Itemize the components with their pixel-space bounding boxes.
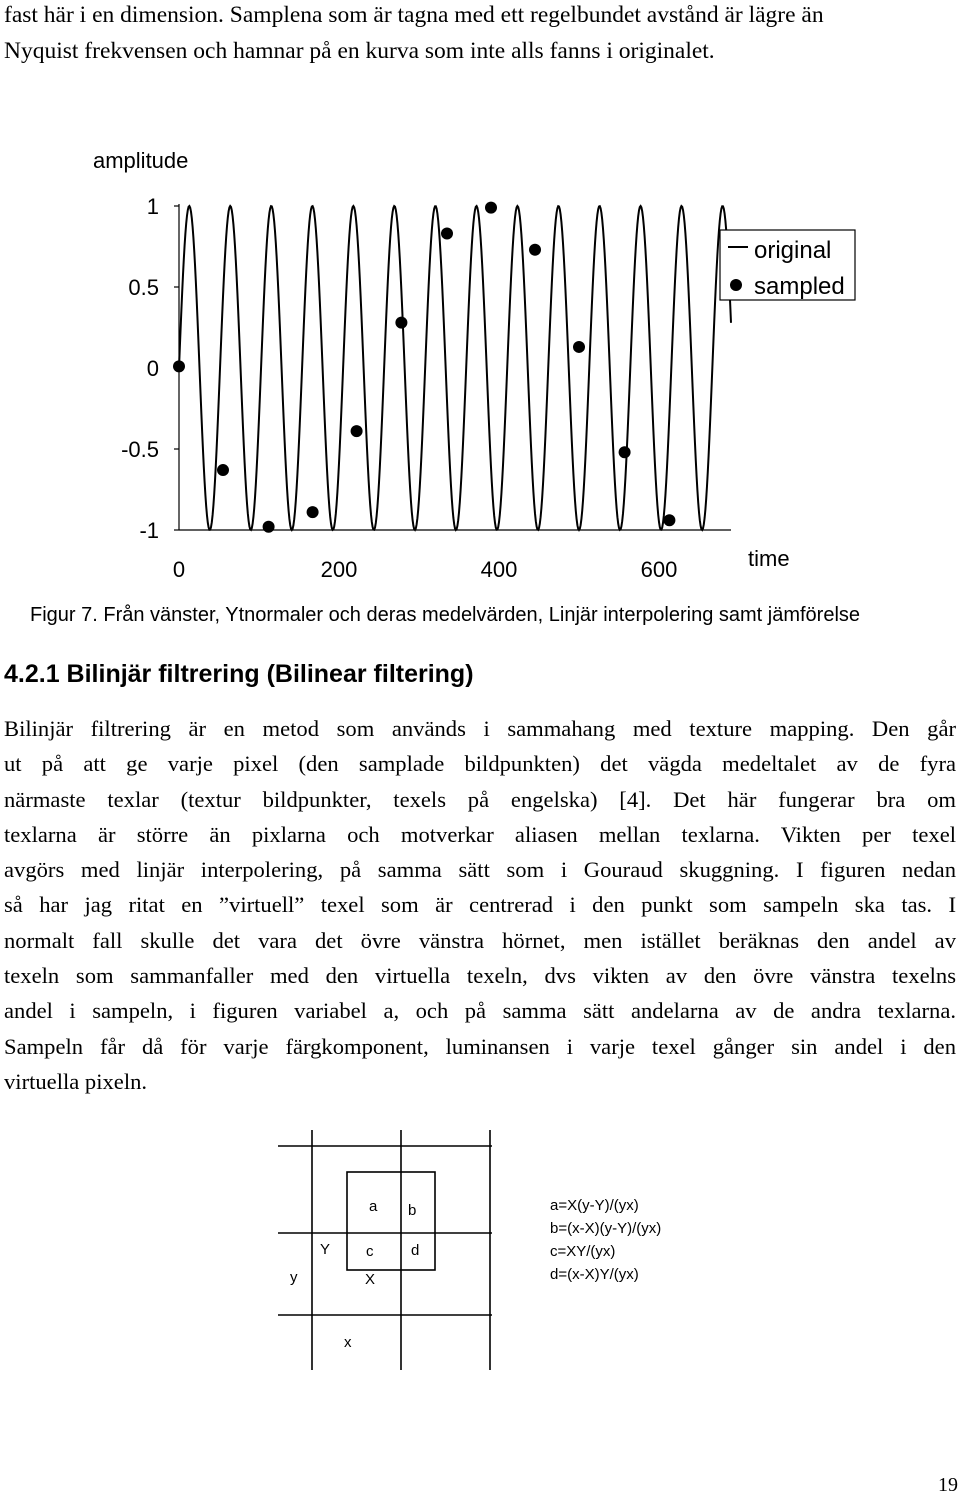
body-paragraph	[4, 711, 956, 1099]
sampled-point	[619, 446, 631, 458]
x-tick-label: 600	[640, 557, 678, 582]
original-series-line	[179, 206, 731, 530]
chart-legend	[720, 230, 855, 300]
sampled-point	[441, 228, 453, 240]
x-tick-label: 0	[172, 557, 186, 582]
sampled-point	[663, 514, 675, 526]
legend-label-original: original	[754, 237, 832, 264]
label-virtual-y: Y	[320, 1241, 331, 1258]
body-line: texeln som sammanfaller med den virtuella texeln, dvs vikten av den övre vänstra texelns	[4, 963, 956, 989]
aliasing-chart	[0, 130, 880, 590]
body-line: texlarna är större än pixlarna och motverkar aliasen mellan texlarna. Vikten per texel	[4, 821, 956, 847]
x-tick-label: 200	[320, 557, 358, 582]
original-curve-group	[179, 206, 731, 530]
figure-caption: Figur 7. Från vänster, Ytnormaler och deras medelvärden, Linjär interpolering samt jämförelse	[30, 604, 861, 626]
cell-label-a: a	[369, 1198, 378, 1215]
intro-line: fast här i en dimension. Samplena som är tagna med ett regelbundet avstånd är lägre än	[4, 2, 824, 28]
cell-label-b: b	[408, 1202, 417, 1219]
y-tick-label: 0.5	[128, 275, 159, 300]
legend-label-sampled: sampled	[754, 273, 845, 300]
y-tick-label: -0.5	[121, 437, 159, 462]
sampled-point	[173, 360, 185, 372]
sampled-point	[217, 464, 229, 476]
body-line: virtuella pixeln.	[4, 1068, 148, 1094]
body-line: andel i sampeln, i figuren variabel a, och på samma sätt andelarna av de andra texlarna.	[4, 998, 956, 1024]
body-line: avgörs med linjär interpolering, på samma sätt som i Gouraud skuggning. I figuren nedan	[4, 857, 956, 883]
formula-list	[550, 1197, 661, 1283]
sampled-point	[529, 244, 541, 256]
label-virtual-x: X	[365, 1271, 376, 1288]
intro-paragraph	[4, 0, 954, 69]
sampled-point	[351, 425, 363, 437]
label-texel-width: x	[344, 1334, 352, 1351]
formula-b: b=(x-X)(y-Y)/(yx)	[550, 1220, 662, 1237]
virtual-texel	[347, 1172, 435, 1270]
label-texel-height: y	[290, 1269, 298, 1286]
formula-d: d=(x-X)Y/(yx)	[550, 1266, 639, 1283]
intro-line: Nyquist frekvensen och hamnar på en kurva som inte alls fanns i originalet.	[4, 38, 715, 64]
page-number: 19	[938, 1474, 958, 1496]
x-tick-label: 400	[480, 557, 518, 582]
body-line: Sampeln får då för varje färgkomponent, luminansen i varje texel gånger sin andel i den	[4, 1033, 956, 1059]
texel-grid	[278, 1130, 492, 1370]
body-line: närmaste texlar (textur bildpunkter, texels på engelska) [4]. Det här fungerar bra om	[4, 786, 956, 812]
bilinear-diagram	[270, 1130, 710, 1380]
body-line: ut på att ge varje pixel (den samplade bildpunkten) det vägda medeltalet av de fyra	[4, 751, 956, 777]
y-tick-label: 0	[146, 356, 159, 381]
y-tick-label: -1	[139, 518, 159, 543]
formula-a: a=X(y-Y)/(yx)	[550, 1197, 639, 1214]
sampled-point	[485, 202, 497, 214]
y-tick-label: 1	[146, 194, 159, 219]
cell-label-d: d	[411, 1242, 420, 1259]
sampled-point	[307, 506, 319, 518]
sampled-point	[395, 317, 407, 329]
chart-axes	[174, 204, 731, 530]
sampled-point	[573, 341, 585, 353]
section-heading: 4.2.1 Bilinjär filtrering (Bilinear filtering)	[4, 660, 474, 688]
body-line: normalt fall skulle det vara det övre vänstra hörnet, men istället beräknas den andel av	[4, 927, 956, 953]
body-line: så har jag ritat en ”virtuell” texel som är centrerad i den punkt som sampeln ska tas. I	[4, 892, 956, 918]
sampled-point	[263, 521, 275, 533]
formula-c: c=XY/(yx)	[550, 1243, 616, 1260]
x-axis-label: time	[748, 546, 790, 571]
y-axis-label: amplitude	[93, 148, 189, 173]
cell-label-c: c	[366, 1243, 374, 1260]
body-line: Bilinjär filtrering är en metod som används i sammahang med texture mapping. Den går	[4, 716, 956, 741]
chart-labels	[93, 148, 790, 582]
legend-point-swatch	[730, 279, 742, 291]
